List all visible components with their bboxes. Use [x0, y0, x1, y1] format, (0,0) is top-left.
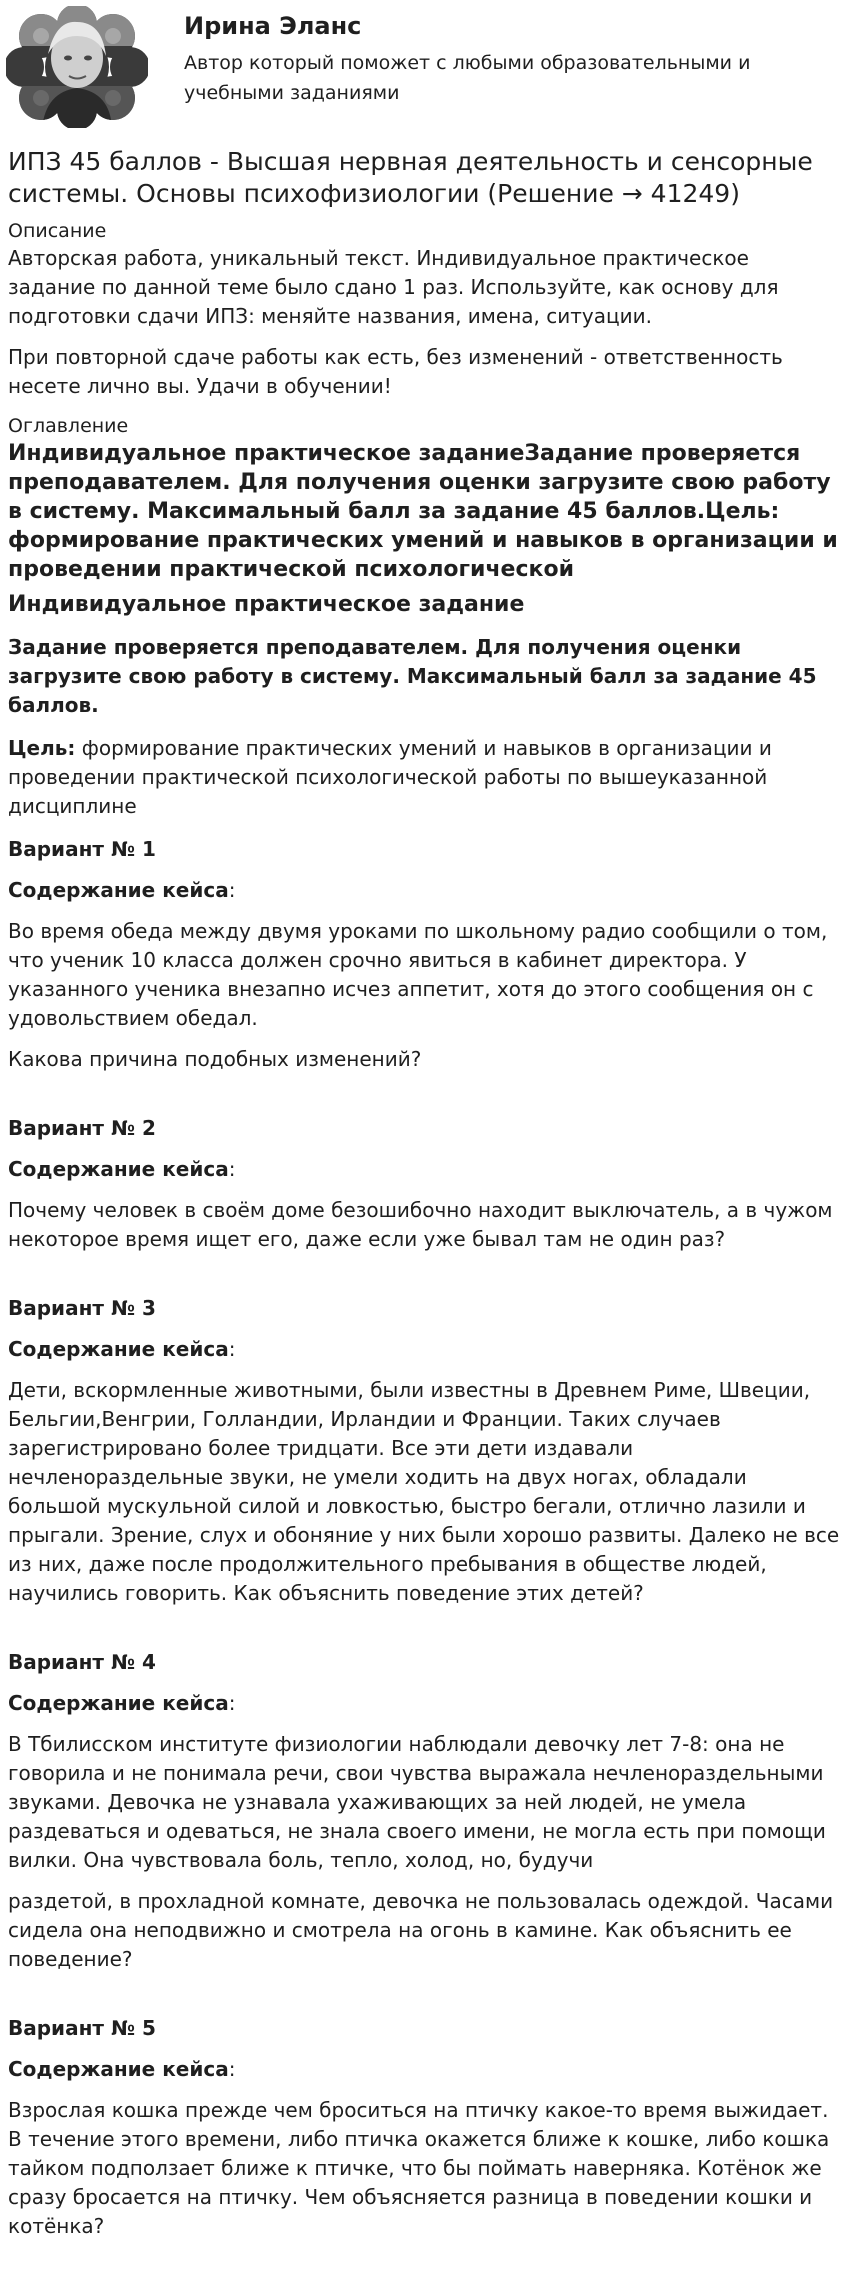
case-paragraph: Взрослая кошка прежде чем броситься на птичку какое-то время выжидает. В течение этого времени, либо птичка окажется ближе к кошке, либо кошка тайком подползает ближе к птичке, что бы поймать наверняка. Котёнок же сразу бросается на птичку. Чем объясняется разница в поведении кошки и котёнка?	[8, 2098, 830, 2238]
case-label	[8, 2055, 840, 2084]
variant-section	[8, 1294, 840, 1608]
case-label-text: Содержание кейса	[8, 1337, 229, 1361]
document-content	[8, 146, 840, 2281]
case-label	[8, 1155, 840, 1184]
document-title: ИПЗ 45 баллов - Высшая нервная деятельность и сенсорные системы. Основы психофизиологии (Решение → 41249)	[8, 147, 813, 208]
toc-text: Индивидуальное практическое заданиеЗадание проверяется преподавателем. Для получения оценки загрузите свою работу в систему. Максимальный балл за задание 45 баллов.Цель: формирование практических умений и навыков в организации и проведении практической психологической	[8, 441, 838, 582]
case-label-text: Содержание кейса	[8, 2057, 229, 2081]
case-label	[8, 1335, 840, 1364]
toc-label: Оглавление	[8, 415, 129, 437]
description-paragraph: При повторной сдаче работы как есть, без изменений - ответственность несете лично вы. Удачи в обучении!	[8, 345, 783, 398]
variant-title: Вариант № 2	[8, 1116, 156, 1140]
case-label-text: Содержание кейса	[8, 1157, 229, 1181]
variant-title: Вариант № 4	[8, 1650, 156, 1674]
variant-section	[8, 835, 840, 1074]
task-subtitle: Индивидуальное практическое задание	[8, 592, 525, 617]
variant-title: Вариант № 5	[8, 2016, 156, 2040]
case-paragraph: Во время обеда между двумя уроками по школьному радио сообщили о том, что ученик 10 класса должен срочно явиться в кабинет директора. У указанного ученика внезапно исчез аппетит, хотя до этого сообщения он с удовольствием обедал.	[8, 919, 828, 1030]
case-label-colon: :	[228, 878, 236, 902]
author-name[interactable]: Ирина Эланс	[184, 12, 362, 40]
case-paragraph: Какова причина подобных изменений?	[8, 1047, 422, 1071]
case-label-colon: :	[228, 1691, 236, 1715]
goal-label: Цель:	[8, 736, 76, 760]
description-paragraph: Авторская работа, уникальный текст. Индивидуальное практическое задание по данной теме было сдано 1 раз. Используйте, как основу для подготовки сдачи ИПЗ: меняйте названия, имена, ситуации.	[8, 246, 779, 328]
case-paragraph: Дети, вскормленные животными, были известны в Древнем Риме, Швеции, Бельгии,Венгрии, Голландии, Ирландии и Франции. Таких случаев зарегистрировано более тридцати. Все эти дети издавали нечленораздельные звуки, не умели ходить на двух ногах, обладали большой мускульной силой и ловкостью, быстро бегали, отлично лазили и прыгали. Зрение, слух и обоняние у них были хорошо развиты. Далеко не все из них, даже после продолжительного пребывания в обществе людей, научились говорить. Как объяснить поведение этих детей?	[8, 1378, 840, 1605]
author-avatar[interactable]	[6, 6, 148, 128]
case-label-colon: :	[228, 2057, 236, 2081]
author-description: Автор который поможет с любыми образовательными и учебными заданиями	[184, 52, 751, 104]
case-label-text: Содержание кейса	[8, 878, 229, 902]
variant-title: Вариант № 3	[8, 1296, 156, 1320]
case-label-colon: :	[228, 1157, 236, 1181]
goal-text: формирование практических умений и навыков в организации и проведении практической психологической работы по вышеуказанной дисциплине	[8, 736, 772, 818]
case-label	[8, 876, 840, 905]
case-label-colon: :	[228, 1337, 236, 1361]
task-note: Задание проверяется преподавателем. Для получения оценки загрузите свою работу в систему. Максимальный балл за задание 45 баллов.	[8, 635, 817, 717]
case-label	[8, 1689, 840, 1718]
task-goal	[8, 734, 840, 821]
variant-section	[8, 1114, 840, 1254]
description-label: Описание	[8, 220, 107, 242]
case-label-text: Содержание кейса	[8, 1691, 229, 1715]
variant-section	[8, 2014, 840, 2241]
author-card	[0, 0, 847, 140]
case-paragraph: В Тбилисском институте физиологии наблюдали девочку лет 7-8: она не говорила и не понимала речи, свои чувства выражала нечленораздельными звуками. Девочка не узнавала ухаживающих за ней людей, не умела раздеваться и одеваться, не знала своего имени, не могла есть при помощи вилки. Она чувствовала боль, тепло, холод, но, будучи	[8, 1732, 826, 1872]
variant-title: Вариант № 1	[8, 837, 156, 861]
case-paragraph: Почему человек в своём доме безошибочно находит выключатель, а в чужом некоторое время ищет его, даже если уже бывал там не один раз?	[8, 1198, 833, 1251]
case-paragraph: раздетой, в прохладной комнате, девочка не пользовалась одеждой. Часами сидела она неподвижно и смотрела на огонь в камине. Как объяснить ее поведение?	[8, 1889, 834, 1971]
variant-section	[8, 1648, 840, 1974]
